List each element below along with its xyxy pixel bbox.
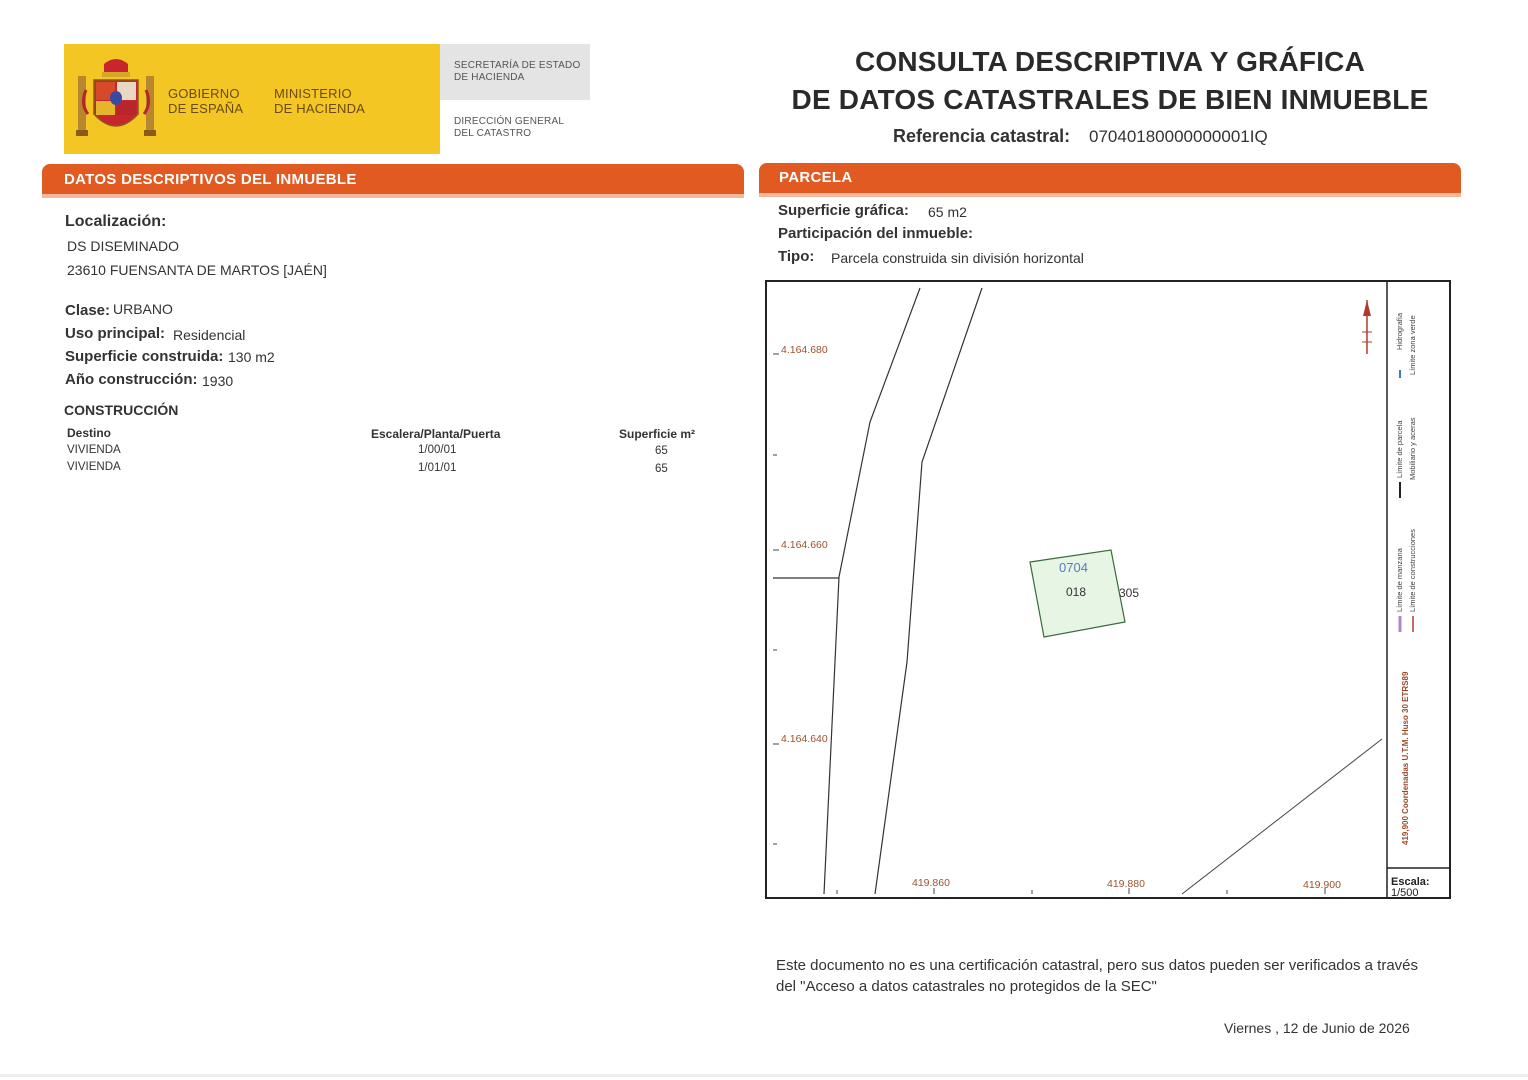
logo-secretaria-text: SECRETARÍA DE ESTADO DE HACIENDA xyxy=(454,60,581,83)
table-row-1-planta: 1/00/01 xyxy=(418,444,457,456)
reference-value: 07040180000000001IQ xyxy=(1089,127,1268,146)
clase-label: Clase: xyxy=(65,302,111,319)
section-title: DATOS DESCRIPTIVOS DEL INMUEBLE xyxy=(64,171,357,188)
superficie-grafica-value: 65 m2 xyxy=(928,204,967,220)
document-title-line2: DE DATOS CATASTRALES DE BIEN INMUEBLE xyxy=(791,84,1429,115)
superficie-value: 130 m2 xyxy=(228,349,275,365)
neighbor-number-label: 305 xyxy=(1119,586,1140,600)
parcel-boundary-diagonal xyxy=(1182,739,1382,894)
x-axis-label-1: 419.860 xyxy=(912,877,950,889)
table-header-destino: Destino xyxy=(67,426,112,440)
clase-value: URBANO xyxy=(113,301,173,317)
y-axis-label-1: 4.164.680 xyxy=(781,344,828,356)
road-border-right xyxy=(875,288,982,894)
coat-of-arms-icon xyxy=(74,54,158,142)
uso-value: Residencial xyxy=(173,327,246,343)
reference-label: Referencia catastral: xyxy=(893,126,1071,146)
table-header-superficie: Superficie m² xyxy=(619,427,696,441)
parcel-code-label: 0704 xyxy=(1059,560,1088,575)
tipo-value: Parcela construida sin división horizontal xyxy=(831,250,1084,266)
document-date: Viernes , 12 de Junio de 2026 xyxy=(1224,1020,1410,1036)
logo-direccion-text: DIRECCIÓN GENERAL DEL CATASTRO xyxy=(454,116,565,139)
legend-limite-manzana: Límite de manzana xyxy=(1395,548,1404,612)
disclaimer-note: Este documento no es una certificación catastral, pero sus datos pueden ser verificados a través del "Acceso a datos catastrales no protegidos de la SEC" xyxy=(776,957,1419,995)
anio-label: Año construcción: xyxy=(65,371,198,388)
localizacion-line1: DS DISEMINADO xyxy=(67,238,180,254)
legend-hidrografia: Hidrografía xyxy=(1395,312,1404,350)
map-drawing xyxy=(767,282,1449,897)
anio-value: 1930 xyxy=(202,373,234,389)
construccion-heading: CONSTRUCCIÓN xyxy=(64,402,179,418)
legend-limite-construcciones: Límite de construcciones xyxy=(1408,529,1417,612)
x-axis-label-3: 419.900 xyxy=(1303,879,1341,891)
logo-ministerio-text: MINISTERIO DE HACIENDA xyxy=(274,86,366,116)
localizacion-line2: 23610 FUENSANTA DE MARTOS [JAÉN] xyxy=(67,262,327,278)
table-header-escalera: Escalera/Planta/Puerta xyxy=(371,427,501,441)
road-border-left xyxy=(824,288,920,894)
table-row-1-destino: VIVIENDA xyxy=(67,444,121,456)
table-row-2-planta: 1/01/01 xyxy=(418,462,457,474)
scale-value: 1/500 xyxy=(1391,887,1419,899)
document-title-line1: CONSULTA DESCRIPTIVA Y GRÁFICA xyxy=(854,46,1366,77)
legend-coordinates: 419,900 Coordenadas U.T.M. Huso 30 ETRS89 xyxy=(1401,671,1410,845)
table-row-2-destino: VIVIENDA xyxy=(67,461,121,473)
section-header-descriptivos xyxy=(42,164,744,194)
uso-label: Uso principal: xyxy=(65,325,166,342)
legend-limite-parcela: Límite de parcela xyxy=(1395,420,1404,478)
legend-mobiliario: Mobiliario y aceras xyxy=(1408,417,1417,480)
cadastral-map xyxy=(765,280,1451,899)
section-header-parcela xyxy=(759,163,1461,193)
page-bottom-divider xyxy=(0,1074,1528,1077)
superficie-grafica-label: Superficie gráfica: xyxy=(778,202,909,219)
y-axis-label-2: 4.164.660 xyxy=(781,539,828,551)
table-row-2-superficie: 65 xyxy=(655,463,668,475)
table-row-1-superficie: 65 xyxy=(655,445,668,457)
scale-label: Escala: xyxy=(1391,876,1430,888)
superficie-label: Superficie construida: xyxy=(65,348,224,365)
parcel-number-label: 018 xyxy=(1066,585,1087,599)
x-axis-label-2: 419.880 xyxy=(1107,878,1145,890)
legend-limite-zona-verde: Límite zona verde xyxy=(1408,315,1417,375)
tipo-label: Tipo: xyxy=(778,248,815,265)
logo-gobierno-text: GOBIERNO DE ESPAÑA xyxy=(168,86,244,116)
section-title: PARCELA xyxy=(779,169,853,186)
north-arrow-icon xyxy=(1362,300,1372,354)
y-axis-label-3: 4.164.640 xyxy=(781,733,828,745)
localizacion-label: Localización: xyxy=(65,213,167,230)
participacion-label: Participación del inmueble: xyxy=(778,225,974,242)
